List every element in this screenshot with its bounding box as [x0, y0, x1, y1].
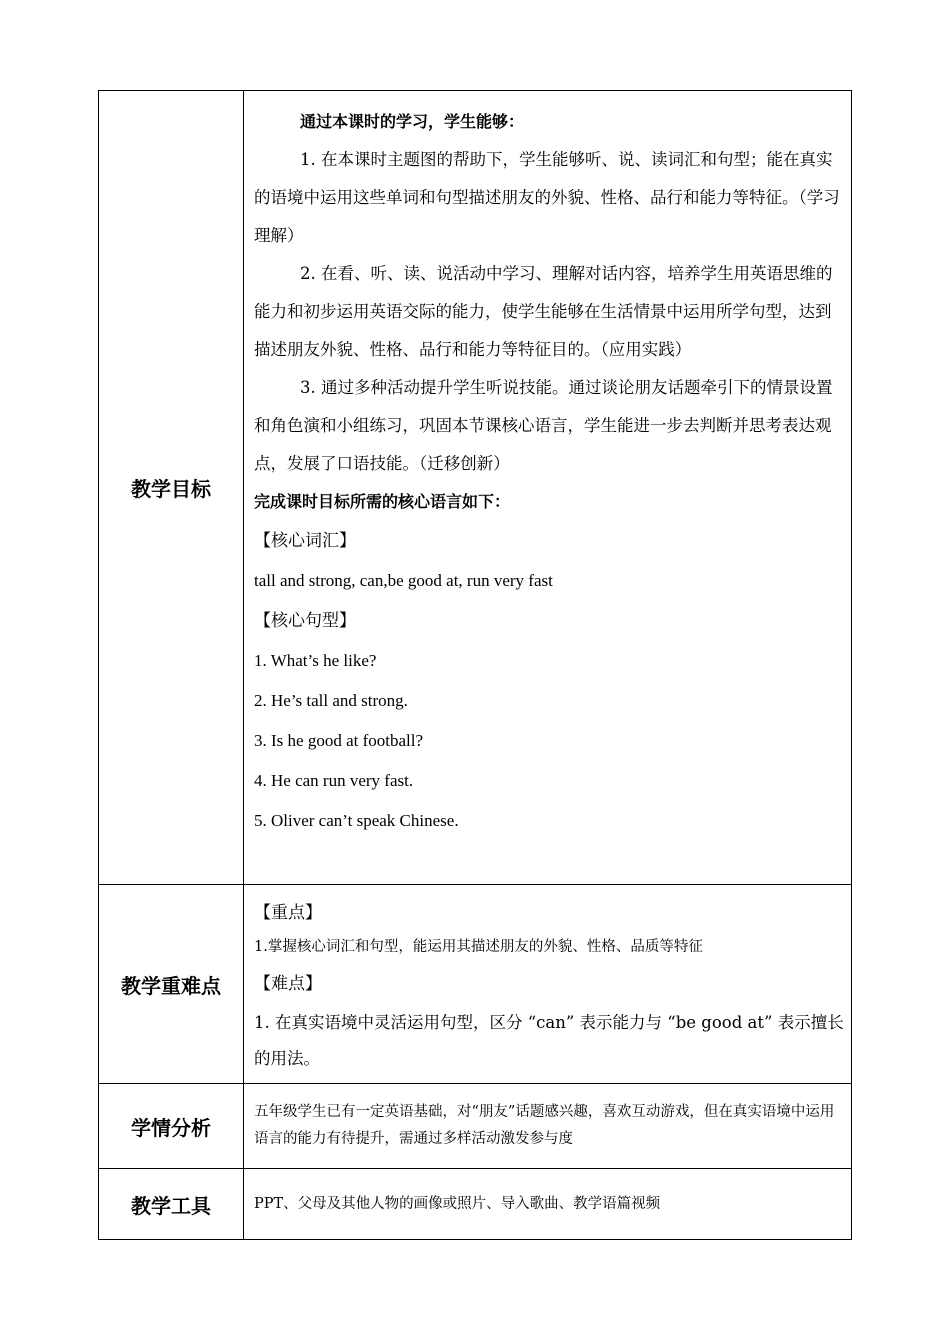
- objectives-intro: 通过本课时的学习，学生能够：: [300, 112, 525, 131]
- sentence-item: 5. Oliver can’t speak Chinese.: [254, 811, 459, 830]
- vocab-heading: 【核心词汇】: [254, 531, 356, 550]
- focus-heading: 【重点】: [254, 903, 322, 922]
- objective-item-1: 1. 在本课时主题图的帮助下，学生能够听、说、读词汇和句型；能在真实的语境中运用这些单词和句型描述朋友的外貌、性格、品行和能力等特征。（学习理解）: [254, 150, 840, 245]
- difficulty-item: 1. 在真实语境中灵活运用句型，区分 “can” 表示能力与 “be good at” 表示擅长的用法。: [254, 1013, 844, 1068]
- analysis-row: [99, 1084, 852, 1169]
- lesson-plan-table: [98, 90, 852, 1240]
- tools-label: 教学工具: [99, 1169, 244, 1240]
- analysis-text: 五年级学生已有一定英语基础，对“朋友”话题感兴趣，喜欢互动游戏，但在真实语境中运用语言的能力有待提升，需通过多样活动激发参与度: [254, 1104, 835, 1147]
- objectives-content: [244, 91, 852, 885]
- sentence-item: 3. Is he good at football?: [254, 731, 424, 750]
- objective-item-3: 3. 通过多种活动提升学生听说技能。通过谈论朋友话题牵引下的情景设置和角色演和小组练习，巩固本节课核心语言，学生能进一步去判断并思考表达观点，发展了口语技能。（迁移创新）: [254, 378, 833, 473]
- sentence-item: 1. What’s he like?: [254, 651, 377, 670]
- focus-item: 1.掌握核心词汇和句型，能运用其描述朋友的外貌、性格、品质等特征: [254, 939, 703, 955]
- objectives-row: [99, 91, 852, 885]
- objectives-label: 教学目标: [99, 91, 244, 885]
- analysis-content: [244, 1084, 852, 1169]
- analysis-label: 学情分析: [99, 1084, 244, 1169]
- sentence-item: 4. He can run very fast.: [254, 771, 414, 790]
- objective-item-2: 2. 在看、听、读、说活动中学习、理解对话内容，培养学生用英语思维的能力和初步运用英语交际的能力，使学生能够在生活情景中运用所学句型，达到描述朋友外貌、性格、品行和能力等特征目的。（应用实践）: [254, 264, 833, 359]
- tools-content: [244, 1169, 852, 1240]
- vocab-list: tall and strong, can,be good at, run very fast: [254, 571, 553, 590]
- key-points-content: [244, 885, 852, 1084]
- sentence-item: 2. He’s tall and strong.: [254, 691, 408, 710]
- core-language-heading: 完成课时目标所需的核心语言如下：: [254, 492, 511, 511]
- difficulty-heading: 【难点】: [254, 974, 322, 993]
- tools-row: [99, 1169, 852, 1240]
- tools-text: PPT、父母及其他人物的画像或照片、导入歌曲、教学语篇视频: [254, 1196, 661, 1212]
- sentence-heading: 【核心句型】: [254, 611, 356, 630]
- key-points-label: 教学重难点: [99, 885, 244, 1084]
- key-points-row: [99, 885, 852, 1084]
